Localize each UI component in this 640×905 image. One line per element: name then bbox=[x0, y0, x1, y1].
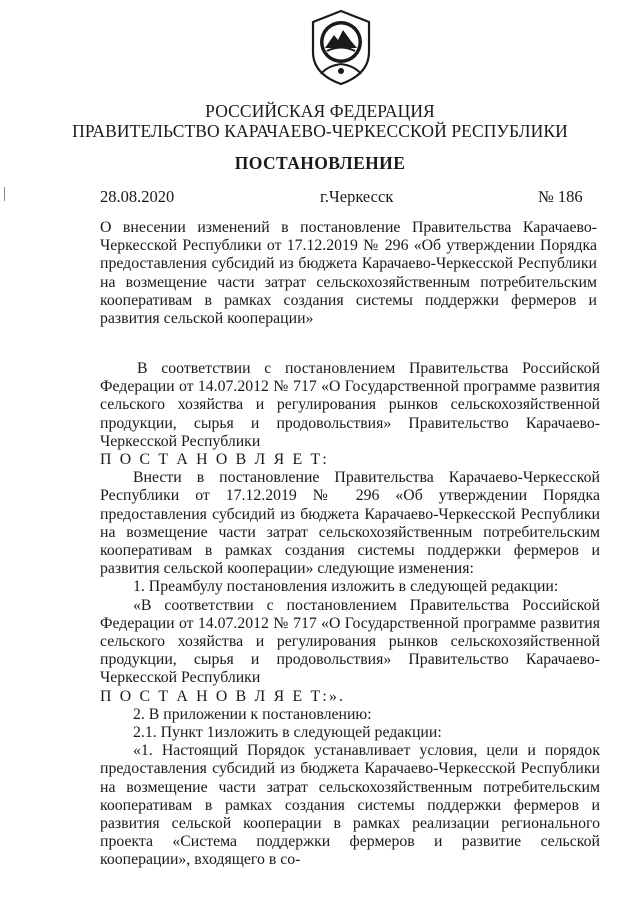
header-government: ПРАВИТЕЛЬСТВО КАРАЧАЕВО-ЧЕРКЕССКОЙ РЕСПУБЛИКИ bbox=[72, 121, 568, 141]
coat-of-arms-emblem bbox=[305, 8, 377, 86]
document-subject: О внесении изменений в постановление Правительства Карачаево-Черкесской Республики от 17.12.2019 № 296 «Об утверждении Порядка предоставления субсидий из бюджета Карачаево-Черкесской Республики на возмещение части затрат сельскохозяйственным потребительским кооперативам в рамках создания системы поддержки фермеров и развития сельской кооперации» bbox=[100, 219, 597, 328]
document-date: 28.08.2020 bbox=[100, 187, 175, 206]
item-1: 1. Преамбулу постановления изложить в следующей редакции: bbox=[133, 578, 559, 596]
quoted-point-1: «1. Настоящий Порядок устанавливает условия, цели и порядок предоставления субсидий из бюджета Карачаево-Черкесской Республики на возмещение части затрат сельскохозяйственным потребительским кооперативам в рамках создания системы поддержки фермеров и развития сельской кооперации в рамках реализации регионального проекта «Система поддержки фермеров и развитие сельской кооперации», входящего в со- bbox=[100, 742, 600, 869]
item-2: 2. В приложении к постановлению: bbox=[133, 705, 372, 723]
quoted-preamble: «В соответствии с постановлением Правительства Российской Федерации от 14.07.2012 № 717 «О Государственной программе развития сельского хозяйства и регулирования рынков сельскохозяйственной продукции, сырья и продовольствия» Правительство Карачаево-Черкесской Республики bbox=[100, 596, 600, 687]
document-number: № 186 bbox=[538, 187, 583, 206]
quoted-decree-heading: П О С Т А Н О В Л Я Е Т:». bbox=[100, 687, 346, 705]
amendment-paragraph: Внести в постановление Правительства Карачаево-Черкесской Республики от 17.12.2019 № 296 «Об утверждении Порядка предоставления субсидий из бюджета Карачаево-Черкесской Республики на возмещение части затрат сельскохозяйственным потребительским кооперативам в рамках создания системы поддержки фермеров и развития сельской кооперации» следующие изменения: bbox=[100, 469, 600, 578]
decree-heading: П О С Т А Н О В Л Я Е Т: bbox=[100, 451, 329, 469]
document-city: г.Черкесск bbox=[320, 187, 394, 206]
document-body bbox=[100, 360, 600, 870]
preamble-paragraph: В соответствии с постановлением Правительства Российской Федерации от 14.07.2012 № 717 «О Государственной программе развития сельского хозяйства и регулирования рынков сельскохозяйственной продукции, сырья и продовольствия» Правительство Карачаево-Черкесской Республики bbox=[100, 360, 600, 450]
item-2-1: 2.1. Пункт 1изложить в следующей редакции: bbox=[133, 724, 442, 742]
document-type-title: ПОСТАНОВЛЕНИЕ bbox=[234, 153, 406, 173]
header-country: РОССИЙСКАЯ ФЕДЕРАЦИЯ bbox=[205, 101, 435, 121]
margin-mark bbox=[4, 187, 5, 201]
